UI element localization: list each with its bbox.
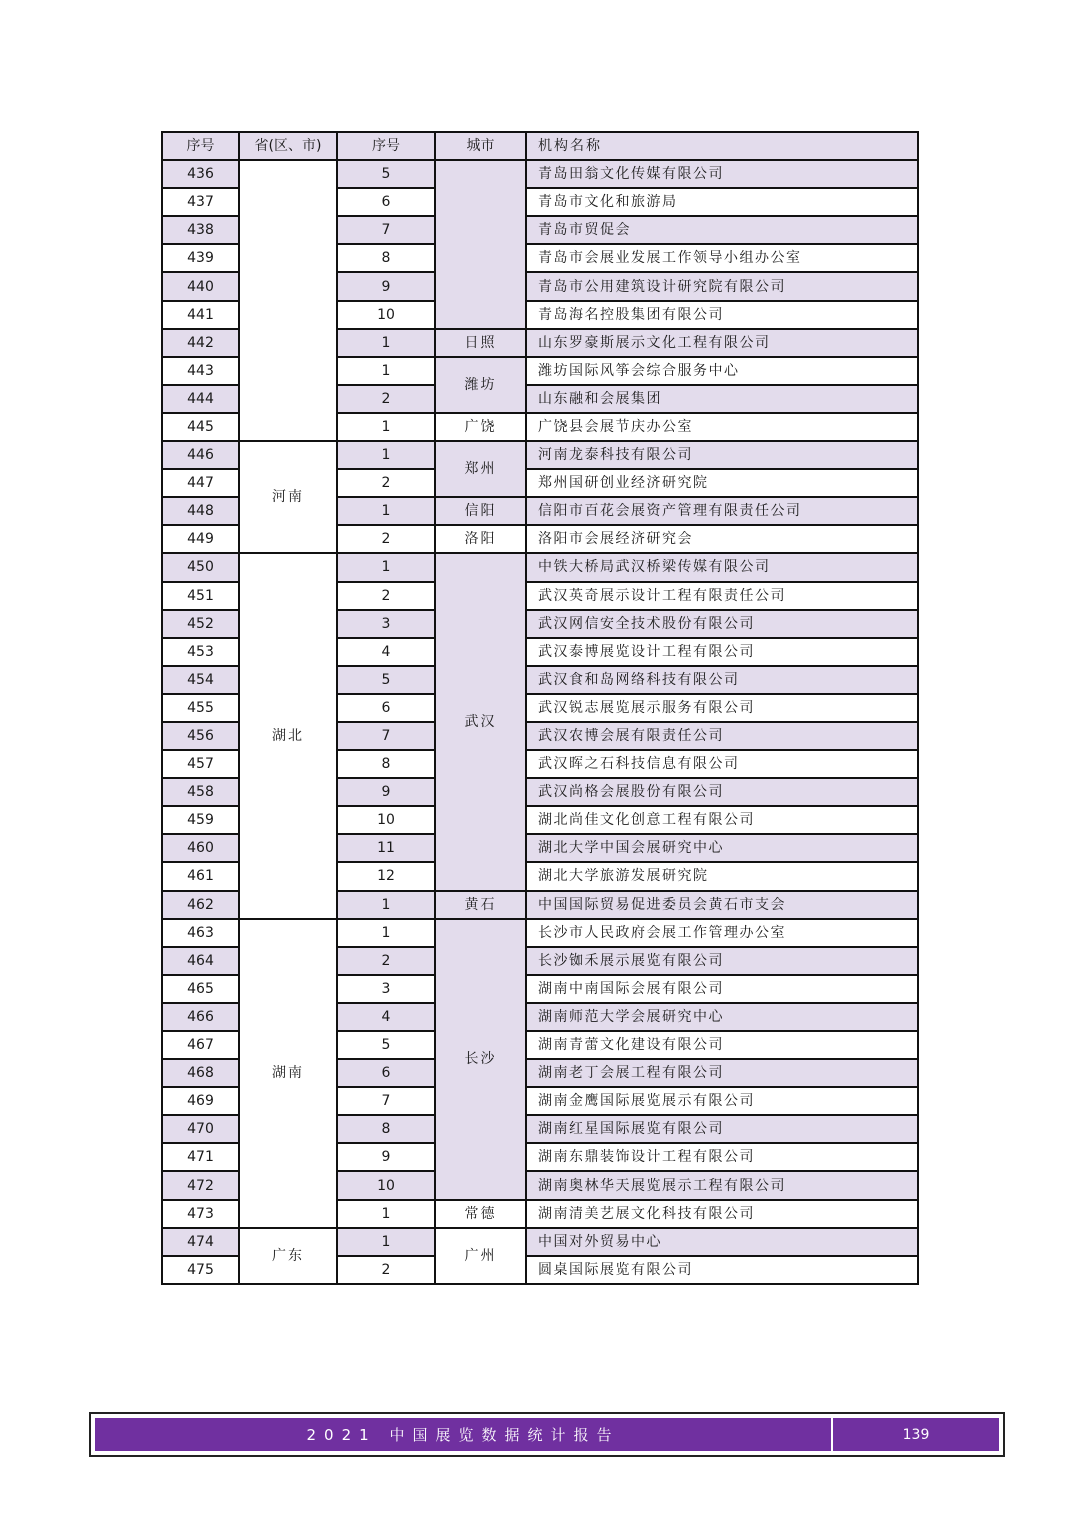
row-seq: 445 (162, 413, 239, 441)
header-sub-seq: 序号 (337, 132, 435, 160)
city-cell: 广州 (435, 1228, 526, 1284)
province-cell: 广东 (239, 1228, 337, 1284)
row-sub-seq: 5 (337, 1031, 435, 1059)
row-sub-seq: 2 (337, 469, 435, 497)
row-sub-seq: 6 (337, 694, 435, 722)
row-org: 湖南清美艺展文化科技有限公司 (526, 1200, 918, 1228)
row-seq: 471 (162, 1143, 239, 1171)
row-sub-seq: 4 (337, 1003, 435, 1031)
table-row (162, 1228, 918, 1256)
row-seq: 438 (162, 216, 239, 244)
row-sub-seq: 7 (337, 1087, 435, 1115)
row-seq: 468 (162, 1059, 239, 1087)
row-seq: 474 (162, 1228, 239, 1256)
row-org: 武汉泰博展览设计工程有限公司 (526, 638, 918, 666)
row-sub-seq: 8 (337, 1115, 435, 1143)
row-sub-seq: 1 (337, 919, 435, 947)
row-org: 青岛市会展业发展工作领导小组办公室 (526, 244, 918, 272)
row-sub-seq: 1 (337, 413, 435, 441)
table-header-row (162, 132, 918, 160)
row-org: 湖南中南国际会展有限公司 (526, 975, 918, 1003)
row-org: 长沙市人民政府会展工作管理办公室 (526, 919, 918, 947)
row-seq: 451 (162, 582, 239, 610)
city-cell (435, 160, 526, 329)
row-sub-seq: 3 (337, 610, 435, 638)
row-sub-seq: 1 (337, 357, 435, 385)
city-cell: 长沙 (435, 919, 526, 1200)
row-seq: 444 (162, 385, 239, 413)
row-org: 广饶县会展节庆办公室 (526, 413, 918, 441)
row-org: 武汉网信安全技术股份有限公司 (526, 610, 918, 638)
city-cell: 潍坊 (435, 357, 526, 413)
row-seq: 443 (162, 357, 239, 385)
row-seq: 459 (162, 806, 239, 834)
row-seq: 469 (162, 1087, 239, 1115)
row-seq: 436 (162, 160, 239, 188)
row-seq: 470 (162, 1115, 239, 1143)
city-cell: 郑州 (435, 441, 526, 497)
row-seq: 449 (162, 525, 239, 553)
row-org: 青岛市公用建筑设计研究院有限公司 (526, 272, 918, 300)
row-sub-seq: 8 (337, 750, 435, 778)
province-cell: 湖北 (239, 553, 337, 918)
row-sub-seq: 5 (337, 666, 435, 694)
table-row (162, 441, 918, 469)
row-org: 青岛市贸促会 (526, 216, 918, 244)
row-sub-seq: 2 (337, 582, 435, 610)
row-org: 长沙铷禾展示展览有限公司 (526, 947, 918, 975)
row-sub-seq: 6 (337, 1059, 435, 1087)
row-seq: 463 (162, 919, 239, 947)
table-row (162, 553, 918, 581)
row-seq: 462 (162, 891, 239, 919)
row-seq: 439 (162, 244, 239, 272)
row-org: 湖南老丁会展工程有限公司 (526, 1059, 918, 1087)
row-sub-seq: 7 (337, 722, 435, 750)
province-cell: 湖南 (239, 919, 337, 1228)
row-org: 湖南金鹰国际展览展示有限公司 (526, 1087, 918, 1115)
row-seq: 473 (162, 1200, 239, 1228)
row-org: 圆桌国际展览有限公司 (526, 1256, 918, 1284)
row-seq: 460 (162, 834, 239, 862)
row-seq: 455 (162, 694, 239, 722)
row-org: 武汉晖之石科技信息有限公司 (526, 750, 918, 778)
row-seq: 472 (162, 1171, 239, 1199)
row-sub-seq: 9 (337, 1143, 435, 1171)
row-org: 青岛市文化和旅游局 (526, 188, 918, 216)
row-seq: 464 (162, 947, 239, 975)
header-city: 城市 (435, 132, 526, 160)
city-cell: 广饶 (435, 413, 526, 441)
row-org: 中国国际贸易促进委员会黄石市支会 (526, 891, 918, 919)
row-seq: 442 (162, 329, 239, 357)
row-sub-seq: 7 (337, 216, 435, 244)
footer-title: 2021 中国展览数据统计报告 (95, 1418, 833, 1451)
row-seq: 457 (162, 750, 239, 778)
row-org: 武汉农博会展有限责任公司 (526, 722, 918, 750)
header-province: 省(区、市) (239, 132, 337, 160)
row-org: 河南龙泰科技有限公司 (526, 441, 918, 469)
row-seq: 441 (162, 301, 239, 329)
row-sub-seq: 4 (337, 638, 435, 666)
row-sub-seq: 1 (337, 497, 435, 525)
row-org: 湖南师范大学会展研究中心 (526, 1003, 918, 1031)
row-sub-seq: 2 (337, 947, 435, 975)
row-seq: 447 (162, 469, 239, 497)
row-seq: 461 (162, 862, 239, 890)
row-sub-seq: 1 (337, 1228, 435, 1256)
header-seq: 序号 (162, 132, 239, 160)
row-org: 湖南东鼎装饰设计工程有限公司 (526, 1143, 918, 1171)
city-cell: 常德 (435, 1200, 526, 1228)
province-cell: 河南 (239, 441, 337, 553)
row-org: 洛阳市会展经济研究会 (526, 525, 918, 553)
row-sub-seq: 8 (337, 244, 435, 272)
row-org: 青岛田翁文化传媒有限公司 (526, 160, 918, 188)
row-seq: 465 (162, 975, 239, 1003)
row-seq: 456 (162, 722, 239, 750)
city-cell: 洛阳 (435, 525, 526, 553)
row-seq: 450 (162, 553, 239, 581)
row-org: 山东罗豪斯展示文化工程有限公司 (526, 329, 918, 357)
row-seq: 452 (162, 610, 239, 638)
row-sub-seq: 10 (337, 301, 435, 329)
row-org: 潍坊国际风筝会综合服务中心 (526, 357, 918, 385)
row-org: 湖南奥林华天展览展示工程有限公司 (526, 1171, 918, 1199)
footer-bar (95, 1418, 999, 1451)
row-sub-seq: 2 (337, 1256, 435, 1284)
province-cell (239, 160, 337, 441)
row-org: 湖北大学旅游发展研究院 (526, 862, 918, 890)
row-sub-seq: 10 (337, 1171, 435, 1199)
row-sub-seq: 2 (337, 525, 435, 553)
row-seq: 475 (162, 1256, 239, 1284)
table-row (162, 919, 918, 947)
row-org: 郑州国研创业经济研究院 (526, 469, 918, 497)
row-org: 武汉食和岛网络科技有限公司 (526, 666, 918, 694)
row-org: 武汉尚格会展股份有限公司 (526, 778, 918, 806)
row-org: 青岛海名控股集团有限公司 (526, 301, 918, 329)
row-seq: 437 (162, 188, 239, 216)
row-org: 湖南青蕾文化建设有限公司 (526, 1031, 918, 1059)
row-sub-seq: 9 (337, 272, 435, 300)
city-cell: 武汉 (435, 553, 526, 890)
page-number: 139 (902, 1426, 930, 1443)
row-seq: 467 (162, 1031, 239, 1059)
row-sub-seq: 10 (337, 806, 435, 834)
row-sub-seq: 1 (337, 891, 435, 919)
row-seq: 458 (162, 778, 239, 806)
row-sub-seq: 1 (337, 441, 435, 469)
row-sub-seq: 11 (337, 834, 435, 862)
row-sub-seq: 5 (337, 160, 435, 188)
row-org: 中铁大桥局武汉桥梁传媒有限公司 (526, 553, 918, 581)
page-footer (89, 1412, 1005, 1457)
row-seq: 466 (162, 1003, 239, 1031)
row-seq: 454 (162, 666, 239, 694)
city-cell: 日照 (435, 329, 526, 357)
row-sub-seq: 6 (337, 188, 435, 216)
row-seq: 448 (162, 497, 239, 525)
row-sub-seq: 12 (337, 862, 435, 890)
row-org: 信阳市百花会展资产管理有限责任公司 (526, 497, 918, 525)
row-sub-seq: 9 (337, 778, 435, 806)
row-sub-seq: 3 (337, 975, 435, 1003)
row-org: 中国对外贸易中心 (526, 1228, 918, 1256)
row-seq: 453 (162, 638, 239, 666)
row-sub-seq: 1 (337, 553, 435, 581)
row-org: 武汉锐志展览展示服务有限公司 (526, 694, 918, 722)
row-org: 湖北尚佳文化创意工程有限公司 (526, 806, 918, 834)
row-sub-seq: 1 (337, 1200, 435, 1228)
row-org: 湖南红星国际展览有限公司 (526, 1115, 918, 1143)
row-org: 武汉英奇展示设计工程有限责任公司 (526, 582, 918, 610)
city-cell: 黄石 (435, 891, 526, 919)
table-row (162, 160, 918, 188)
row-org: 湖北大学中国会展研究中心 (526, 834, 918, 862)
row-sub-seq: 1 (337, 329, 435, 357)
row-seq: 446 (162, 441, 239, 469)
row-sub-seq: 2 (337, 385, 435, 413)
row-org: 山东融和会展集团 (526, 385, 918, 413)
organization-table (161, 131, 919, 1285)
header-org: 机构名称 (526, 132, 918, 160)
city-cell: 信阳 (435, 497, 526, 525)
row-seq: 440 (162, 272, 239, 300)
